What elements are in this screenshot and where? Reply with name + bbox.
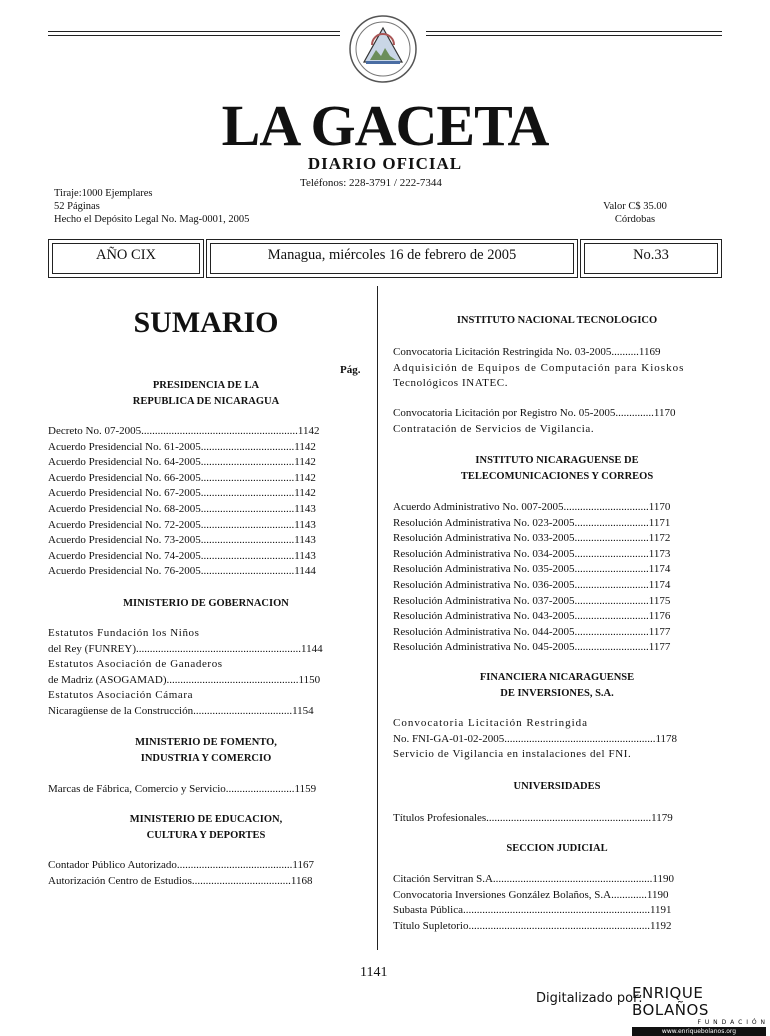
section-heading-inatec: INSTITUTO NACIONAL TECNOLOGICO: [456, 315, 658, 326]
column-divider: [377, 286, 378, 950]
page-count: 52 Páginas: [54, 201, 100, 212]
list-item: Acuerdo Presidencial No. 61-2005..................................1142: [48, 440, 316, 453]
universidades-list: [393, 811, 723, 827]
section-heading-presidencia: PRESIDENCIA DE LA REPUBLICA DE NICARAGUA: [132, 380, 280, 407]
list-item: Resolución Administrativa No. 033-2005...........................1172: [393, 532, 671, 545]
list-item: Autorización Centro de Estudios....................................1168: [48, 874, 313, 887]
list-item: Acuerdo Presidencial No. 67-2005..................................1142: [48, 487, 316, 500]
list-item: Marcas de Fábrica, Comercio y Servicio.........................1159: [48, 783, 317, 795]
section-heading-judicial: SECCION JUDICIAL: [506, 843, 608, 854]
list-item: Acuerdo Presidencial No. 64-2005..................................1142: [48, 456, 316, 469]
issue-number-box: [580, 239, 722, 278]
list-item: Resolución Administrativa No. 034-2005...........................1173: [393, 547, 671, 560]
list-item: Resolución Administrativa No. 044-2005...........................1177: [393, 625, 671, 638]
logo-url: www.enriquebolanos.org: [632, 1027, 766, 1036]
imprint-block: [54, 187, 249, 226]
list-item: del Rey (FUNREY)............................................................1144: [48, 642, 323, 655]
presidencia-list: [48, 424, 366, 580]
list-item: Resolución Administrativa No. 043-2005...........................1176: [393, 610, 671, 623]
phone-numbers: Teléfonos: 228-3791 / 222-7344: [300, 177, 442, 189]
page-column-label: Pág.: [340, 364, 361, 376]
inatec-notice-1: Convocatoria Licitación Restringida No. 03-2005..........1169 Adquisición de Equipos de Computación para Kioskos Tecnológicos INATEC.: [393, 346, 685, 390]
list-item: Decreto No. 07-2005.........................................................1142: [48, 425, 320, 437]
list-item: Resolución Administrativa No. 035-2005...........................1174: [393, 563, 671, 576]
section-heading-fni: FINANCIERA NICARAGUENSE DE INVERSIONES, S.A.: [479, 672, 635, 699]
judicial-list: [393, 872, 723, 934]
logo-subtitle: F U N D A C I Ó N: [697, 1019, 766, 1026]
list-item: Resolución Administrativa No. 045-2005...........................1177: [393, 641, 671, 654]
legal-deposit: Hecho el Depósito Legal No. Mag-0001, 2005: [54, 214, 250, 225]
digitized-label: Digitalizado por:: [536, 991, 643, 1006]
page-number: 1141: [360, 965, 388, 980]
price-value: Valor C$ 35.00: [603, 201, 667, 212]
list-item: Acuerdo Administrativo No. 007-2005...............................1170: [393, 501, 671, 513]
issue-date-box: [206, 239, 578, 278]
section-heading-fomento: MINISTERIO DE FOMENTO, INDUSTRIA Y COMERCIO: [135, 737, 277, 764]
fomento-list: [48, 782, 366, 798]
section-heading-universidades: UNIVERSIDADES: [513, 781, 601, 792]
section-heading-educacion: MINISTERIO DE EDUCACION, CULTURA Y DEPORTES: [129, 814, 283, 841]
gobernacion-list: [48, 626, 366, 720]
list-item: de Madriz (ASOGAMAD)................................................1150: [48, 673, 321, 686]
list-item: Nicaragüense de la Construcción....................................1154: [48, 704, 314, 717]
list-item: Acuerdo Presidencial No. 73-2005..................................1143: [48, 534, 316, 547]
issue-year-box: [48, 239, 204, 278]
price-currency: Córdobas: [614, 214, 656, 225]
list-item: Estatutos Fundación los Niños: [48, 627, 200, 639]
list-item: Estatutos Asociación Cámara: [48, 689, 194, 702]
top-rule-left-2: [48, 35, 340, 36]
summary-title: SUMARIO: [133, 306, 279, 339]
list-item: Estatutos Asociación de Ganaderos: [48, 658, 223, 671]
national-seal-icon: [348, 14, 418, 84]
foundation-logo: [632, 984, 766, 1035]
list-item: Acuerdo Presidencial No. 66-2005..................................1142: [48, 471, 316, 484]
list-item: Acuerdo Presidencial No. 76-2005..................................1144: [48, 565, 316, 578]
list-item: Títulos Profesionales............................................................1179: [393, 812, 673, 824]
list-item: Resolución Administrativa No. 036-2005...........................1174: [393, 578, 671, 591]
list-item: Contador Público Autorizado..........................................1167: [48, 859, 315, 871]
list-item: Subasta Pública....................................................................1191: [393, 904, 672, 917]
section-heading-telcor: INSTITUTO NICARAGUENSE DE TELECOMUNICACIONES Y CORREOS: [460, 455, 654, 482]
issue-number: No.33: [633, 247, 669, 263]
list-item: Resolución Administrativa No. 023-2005...........................1171: [393, 516, 671, 529]
list-item: Acuerdo Presidencial No. 72-2005..................................1143: [48, 518, 316, 531]
inatec-notice-2: Convocatoria Licitación por Registro No. 05-2005..............1170 Contratación de Servicios de Vigilancia.: [393, 407, 676, 435]
list-item: Acuerdo Presidencial No. 74-2005..................................1143: [48, 549, 316, 562]
logo-name: ENRIQUE BOLAÑOS: [632, 984, 709, 1019]
educacion-list: [48, 858, 366, 889]
issue-year: AÑO CIX: [95, 247, 156, 263]
list-item: Título Supletorio..................................................................1192: [393, 919, 672, 932]
masthead-title: LA GACETA: [221, 93, 549, 158]
print-run: Tiraje:1000 Ejemplares: [54, 188, 153, 199]
list-item: Citación Servitran S.A..........................................................1190: [393, 873, 674, 885]
telcor-list: [393, 500, 723, 656]
top-rule-right-2: [426, 35, 722, 36]
price-block: [590, 200, 680, 226]
list-item: Resolución Administrativa No. 037-2005...........................1175: [393, 594, 671, 607]
list-item: Acuerdo Presidencial No. 68-2005..................................1143: [48, 502, 316, 515]
top-rule-right: [426, 31, 722, 32]
masthead-subtitle: DIARIO OFICIAL: [307, 154, 463, 173]
section-heading-gobernacion: MINISTERIO DE GOBERNACION: [123, 598, 289, 609]
list-item: Convocatoria Inversiones González Bolaños, S.A.............1190: [393, 888, 669, 901]
top-rule-left: [48, 31, 340, 32]
issue-date: Managua, miércoles 16 de febrero de 2005: [267, 247, 517, 263]
fni-notice: Convocatoria Licitación Restringida No. FNI-GA-01-02-2005.......................................................1178 Servicio de Vigilancia en instalaciones del FNI.: [393, 717, 678, 761]
